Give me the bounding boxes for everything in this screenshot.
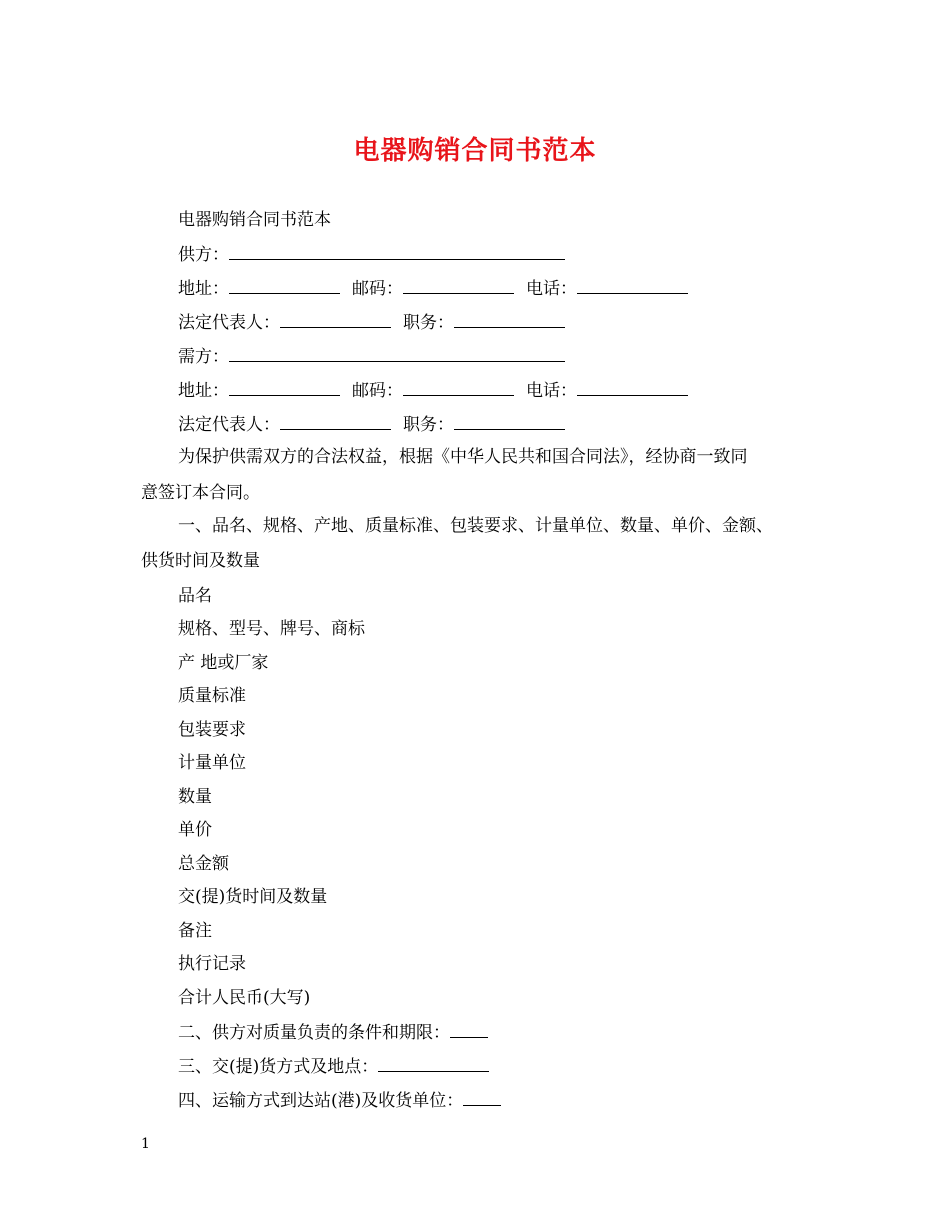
clause2-line <box>178 1021 488 1044</box>
intro-line-1: 为保护供需双方的合法权益，根据《中华人民共和国合同法》，经协商一致同 <box>178 447 748 467</box>
clause3-line <box>178 1055 489 1078</box>
item-line: 备注 <box>178 921 212 941</box>
clause1-line-2: 供货时间及数量 <box>141 551 260 571</box>
clause3-text: 三、交(提)货方式及地点： <box>178 1057 379 1077</box>
postcode-blank <box>403 379 514 396</box>
clause3-blank <box>378 1055 489 1072</box>
item-line: 数量 <box>178 787 212 807</box>
supplier-blank <box>229 243 565 260</box>
clause4-blank <box>463 1089 501 1106</box>
buyer-label: 需方： <box>178 347 229 367</box>
page-number: 1 <box>141 1136 150 1152</box>
supplier-address-line <box>178 277 688 300</box>
address-blank <box>229 379 340 396</box>
phone-blank <box>577 277 688 294</box>
address-blank <box>229 277 340 294</box>
legal-rep-label: 法定代表人： <box>178 313 280 333</box>
item-line: 执行记录 <box>178 954 246 974</box>
item-line: 包装要求 <box>178 720 246 740</box>
document-title: 电器购销合同书范本 <box>353 136 597 166</box>
supplier-rep-line <box>178 311 565 334</box>
clause4-text: 四、运输方式到达站(港)及收货单位： <box>178 1091 464 1111</box>
buyer-line <box>178 345 565 368</box>
buyer-address-line <box>178 379 688 402</box>
position-label: 职务： <box>403 415 454 435</box>
item-line: 质量标准 <box>178 686 246 706</box>
position-blank <box>454 413 565 430</box>
supplier-label: 供方： <box>178 245 229 265</box>
subtitle-line: 电器购销合同书范本 <box>178 210 331 230</box>
address-label: 地址： <box>178 279 229 299</box>
postcode-label: 邮码： <box>352 381 403 401</box>
phone-blank <box>577 379 688 396</box>
clause4-line <box>178 1089 501 1112</box>
item-line: 合计人民币(大写) <box>178 988 311 1008</box>
intro-line-2: 意签订本合同。 <box>141 483 260 503</box>
position-label: 职务： <box>403 313 454 333</box>
item-line: 产 地或厂家 <box>178 653 269 673</box>
clause2-text: 二、供方对质量负责的条件和期限： <box>178 1023 450 1043</box>
postcode-blank <box>403 277 514 294</box>
item-line: 计量单位 <box>178 753 246 773</box>
phone-label: 电话： <box>526 381 577 401</box>
clause1-line-1: 一、品名、规格、产地、质量标准、包装要求、计量单位、数量、单价、金额、 <box>178 516 773 536</box>
legal-rep-blank <box>280 413 391 430</box>
legal-rep-blank <box>280 311 391 328</box>
item-line: 单价 <box>178 820 212 840</box>
address-label: 地址： <box>178 381 229 401</box>
item-line: 品名 <box>178 586 212 606</box>
phone-label: 电话： <box>526 279 577 299</box>
position-blank <box>454 311 565 328</box>
item-line: 交(提)货时间及数量 <box>178 887 328 907</box>
postcode-label: 邮码： <box>352 279 403 299</box>
clause2-blank <box>450 1021 488 1038</box>
supplier-line <box>178 243 565 266</box>
buyer-rep-line <box>178 413 565 436</box>
legal-rep-label: 法定代表人： <box>178 415 280 435</box>
item-line: 总金额 <box>178 854 229 874</box>
item-line: 规格、型号、牌号、商标 <box>178 619 365 639</box>
buyer-blank <box>229 345 565 362</box>
